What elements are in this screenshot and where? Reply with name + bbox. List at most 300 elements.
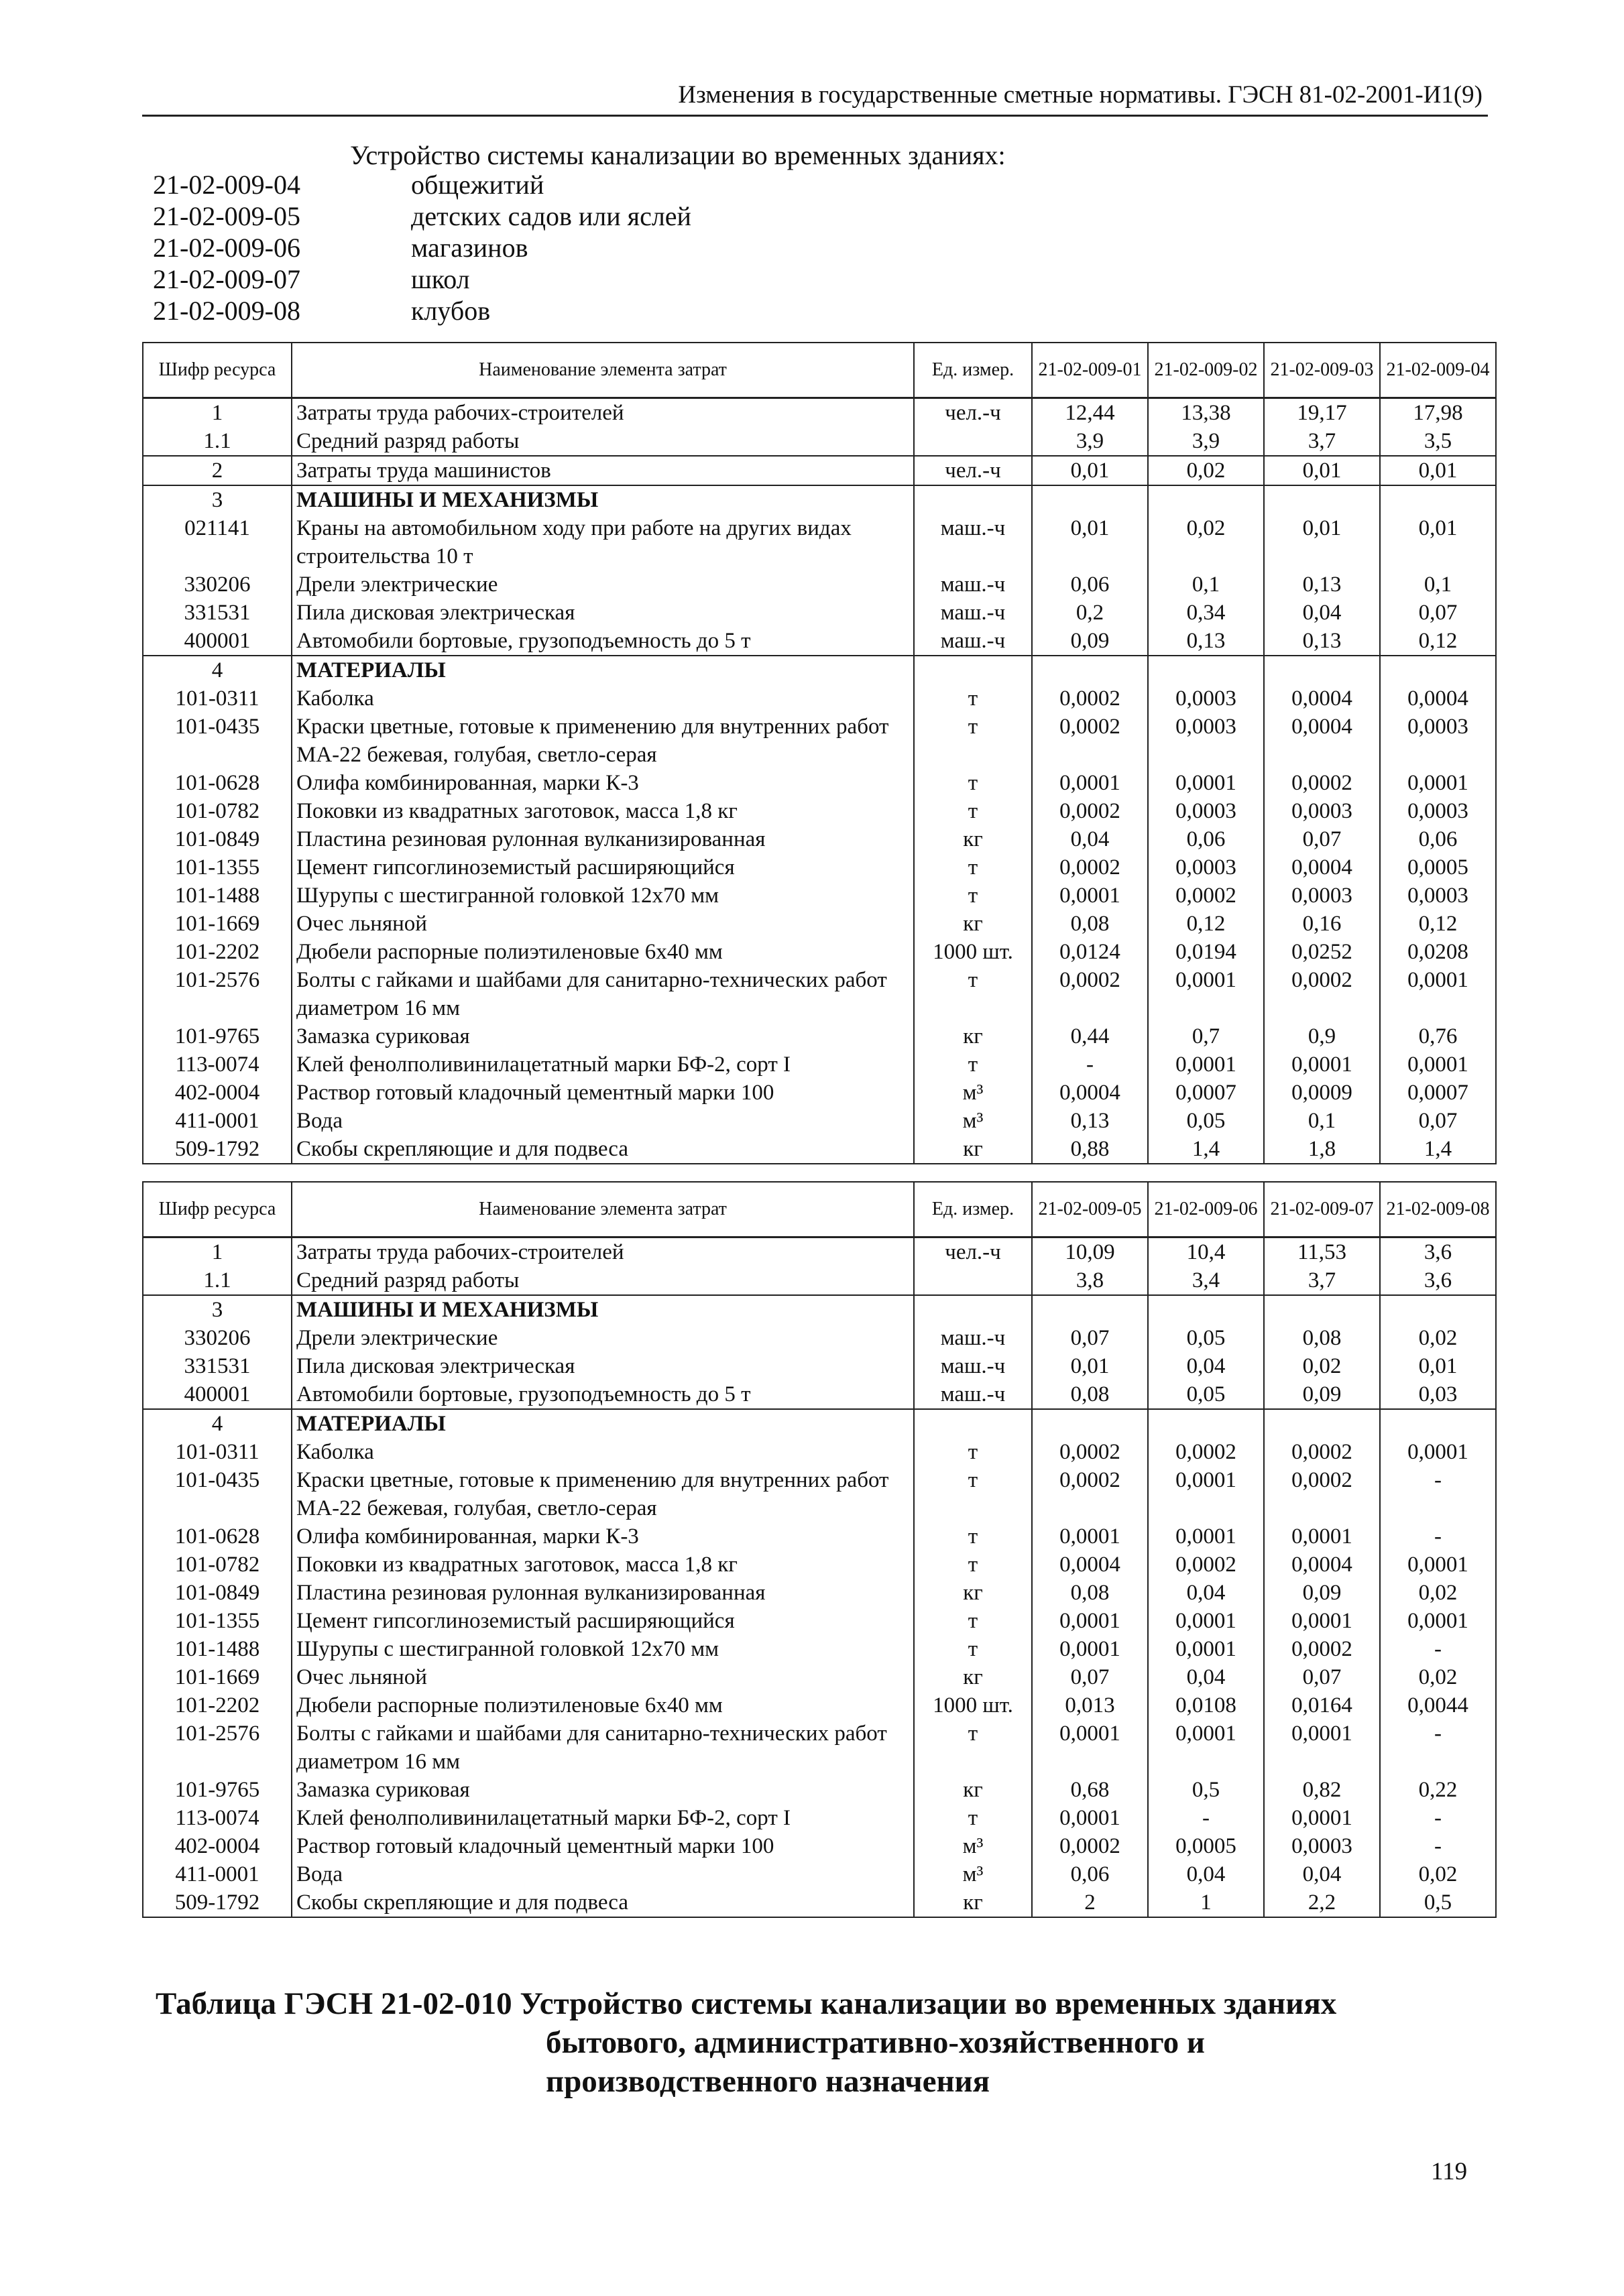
table-row: [143, 1107, 1496, 1135]
unit-cell: чел.-ч: [914, 1237, 1032, 1267]
norm-value-cell: [1032, 1409, 1148, 1438]
norm-value-cell: 1,4: [1148, 1135, 1264, 1164]
norm-value-cell: 0,0001: [1148, 769, 1264, 797]
table-row: [143, 938, 1496, 966]
resource-code-cell: 4: [143, 1409, 292, 1438]
unit-cell: т: [914, 1050, 1032, 1079]
norm-value-cell: 0,0002: [1032, 684, 1148, 713]
item-name-cell: Пластина резиновая рулонная вулканизированная: [292, 825, 914, 853]
item-name-cell: Автомобили бортовые, грузоподъемность до 5 т: [292, 1380, 914, 1409]
table-row: [143, 1050, 1496, 1079]
unit-cell: маш.-ч: [914, 599, 1032, 627]
unit-cell: маш.-ч: [914, 1380, 1032, 1409]
unit-cell: кг: [914, 1022, 1032, 1050]
norm-value-cell: 0,0001: [1148, 1050, 1264, 1079]
intro-code: 21-02-009-06: [153, 233, 300, 263]
table-row: [143, 1691, 1496, 1719]
col-header-code: Шифр ресурса: [143, 1182, 292, 1237]
item-name-cell: Краски цветные, готовые к применению для внутренних работ МА-22 бежевая, голубая, светло-серая: [292, 713, 914, 769]
table-row: [143, 599, 1496, 627]
item-name-cell: Замазка суриковая: [292, 1022, 914, 1050]
resource-code-cell: 021141: [143, 514, 292, 570]
item-name-cell: Вода: [292, 1860, 914, 1888]
norm-value-cell: 11,53: [1264, 1237, 1380, 1267]
resource-code-cell: 101-0311: [143, 1438, 292, 1466]
running-header: Изменения в государственные сметные нормативы. ГЭСН 81-02-2001-И1(9): [142, 79, 1488, 117]
unit-cell: т: [914, 1719, 1032, 1776]
item-name-cell: Пластина резиновая рулонная вулканизированная: [292, 1579, 914, 1607]
norm-value-cell: 0,0001: [1032, 1719, 1148, 1776]
unit-cell: т: [914, 1635, 1032, 1663]
unit-cell: маш.-ч: [914, 1324, 1032, 1352]
norm-value-cell: 0,13: [1148, 627, 1264, 656]
resource-code-cell: 1.1: [143, 427, 292, 456]
table-row: [143, 1522, 1496, 1551]
unit-cell: маш.-ч: [914, 1352, 1032, 1380]
norm-value-cell: 0,04: [1032, 825, 1148, 853]
resource-code-cell: 113-0074: [143, 1050, 292, 1079]
norm-value-cell: 0,0194: [1148, 938, 1264, 966]
norm-value-cell: 0,08: [1032, 910, 1148, 938]
table-row: [143, 1295, 1496, 1324]
resource-code-cell: 331531: [143, 599, 292, 627]
unit-cell: т: [914, 853, 1032, 882]
norm-value-cell: -: [1380, 1719, 1496, 1776]
norm-value-cell: 0,01: [1032, 514, 1148, 570]
item-name-cell: Вода: [292, 1107, 914, 1135]
norm-value-cell: [1148, 485, 1264, 514]
item-name-cell: Средний разряд работы: [292, 1266, 914, 1295]
norm-value-cell: 0,02: [1380, 1324, 1496, 1352]
norm-value-cell: 0,2: [1032, 599, 1148, 627]
norm-value-cell: 0,0004: [1264, 853, 1380, 882]
norm-value-cell: 17,98: [1380, 398, 1496, 428]
norm-value-cell: 0,0001: [1264, 1522, 1380, 1551]
norm-value-cell: 0,01: [1032, 1352, 1148, 1380]
norm-value-cell: 0,05: [1148, 1107, 1264, 1135]
norm-value-cell: 0,07: [1032, 1324, 1148, 1352]
resource-code-cell: 101-0849: [143, 825, 292, 853]
norm-value-cell: 0,12: [1380, 627, 1496, 656]
item-name-cell: Замазка суриковая: [292, 1776, 914, 1804]
table-row: [143, 910, 1496, 938]
unit-cell: кг: [914, 1888, 1032, 1917]
norm-value-cell: 0,1: [1264, 1107, 1380, 1135]
intro-list: [153, 169, 691, 326]
norm-value-cell: 0,9: [1264, 1022, 1380, 1050]
norm-value-cell: 10,4: [1148, 1237, 1264, 1267]
table-caption: [156, 1984, 1483, 2101]
table-row: [143, 1324, 1496, 1352]
norm-value-cell: 3,6: [1380, 1266, 1496, 1295]
norm-value-cell: 0,08: [1032, 1579, 1148, 1607]
resource-code-cell: 101-1355: [143, 1607, 292, 1635]
table-row: [143, 570, 1496, 599]
norm-value-cell: 0,05: [1148, 1324, 1264, 1352]
intro-item: [153, 169, 691, 200]
norm-value-cell: -: [1032, 1050, 1148, 1079]
unit-cell: т: [914, 966, 1032, 1022]
norm-value-cell: 0,0005: [1148, 1832, 1264, 1860]
resource-code-cell: 101-1669: [143, 910, 292, 938]
norm-value-cell: 0,09: [1264, 1579, 1380, 1607]
table-row: [143, 514, 1496, 570]
norm-value-cell: 0,5: [1148, 1776, 1264, 1804]
item-name-cell: Затраты труда рабочих-строителей: [292, 398, 914, 428]
norm-value-cell: -: [1148, 1804, 1264, 1832]
item-name-cell: Средний разряд работы: [292, 427, 914, 456]
resource-code-cell: 4: [143, 656, 292, 684]
item-name-cell: Цемент гипсоглиноземистый расширяющийся: [292, 1607, 914, 1635]
norm-value-cell: 0,01: [1032, 456, 1148, 485]
norm-value-cell: 0,0002: [1032, 966, 1148, 1022]
norm-value-cell: 0,0003: [1380, 882, 1496, 910]
unit-cell: маш.-ч: [914, 570, 1032, 599]
norm-value-cell: 0,16: [1264, 910, 1380, 938]
norm-value-cell: 0,09: [1032, 627, 1148, 656]
table-row: [143, 1022, 1496, 1050]
item-name-cell: Болты с гайками и шайбами для санитарно-технических работ диаметром 16 мм: [292, 1719, 914, 1776]
norm-value-cell: 0,0001: [1264, 1719, 1380, 1776]
norm-value-cell: 0,0001: [1148, 1522, 1264, 1551]
page-number: 119: [1431, 2158, 1468, 2185]
table-row: [143, 1409, 1496, 1438]
item-name-cell: Шурупы с шестигранной головкой 12х70 мм: [292, 882, 914, 910]
norm-value-cell: [1032, 1295, 1148, 1324]
item-name-cell: Поковки из квадратных заготовок, масса 1,8 кг: [292, 797, 914, 825]
norm-value-cell: 0,0001: [1380, 1607, 1496, 1635]
norm-value-cell: [1032, 485, 1148, 514]
unit-cell: маш.-ч: [914, 627, 1032, 656]
resource-code-cell: 3: [143, 1295, 292, 1324]
norm-value-cell: 0,13: [1264, 627, 1380, 656]
norm-value-cell: 0,0002: [1264, 1635, 1380, 1663]
intro-item: [153, 263, 691, 295]
norm-value-cell: 0,02: [1380, 1860, 1496, 1888]
norm-value-cell: 0,0002: [1032, 1466, 1148, 1522]
item-name-cell: Скобы скрепляющие и для подвеса: [292, 1135, 914, 1164]
intro-code: 21-02-009-05: [153, 201, 300, 231]
col-header-name: Наименование элемента затрат: [292, 1182, 914, 1237]
norm-value-cell: 0,0002: [1032, 1832, 1148, 1860]
intro-item: [153, 232, 691, 263]
norm-value-cell: 0,0124: [1032, 938, 1148, 966]
table-row: [143, 853, 1496, 882]
norm-value-cell: 0,0001: [1148, 1635, 1264, 1663]
norm-value-cell: 0,01: [1264, 514, 1380, 570]
unit-cell: т: [914, 1804, 1032, 1832]
table-row: [143, 456, 1496, 485]
norm-value-cell: 0,0002: [1264, 769, 1380, 797]
resource-code-cell: 330206: [143, 570, 292, 599]
norm-value-cell: 0,0002: [1148, 882, 1264, 910]
item-name-cell: Автомобили бортовые, грузоподъемность до 5 т: [292, 627, 914, 656]
intro-code: 21-02-009-07: [153, 264, 300, 294]
resource-code-cell: 1: [143, 398, 292, 428]
intro-text: школ: [411, 264, 470, 294]
table-row: [143, 656, 1496, 684]
table-row: [143, 1776, 1496, 1804]
item-name-cell: Краны на автомобильном ходу при работе на других видах строительства 10 т: [292, 514, 914, 570]
norm-value-cell: 0,07: [1380, 1107, 1496, 1135]
table-row: [143, 825, 1496, 853]
resource-code-cell: 402-0004: [143, 1079, 292, 1107]
table-row: [143, 1266, 1496, 1295]
norm-value-cell: 0,0004: [1032, 1551, 1148, 1579]
intro-code: 21-02-009-04: [153, 170, 300, 200]
norm-value-cell: [1380, 656, 1496, 684]
norm-value-cell: 2: [1032, 1888, 1148, 1917]
norm-value-cell: 0,07: [1264, 1663, 1380, 1691]
item-name-cell: Дюбели распорные полиэтиленовые 6х40 мм: [292, 1691, 914, 1719]
norm-value-cell: 0,0003: [1264, 797, 1380, 825]
resource-code-cell: 509-1792: [143, 1135, 292, 1164]
resource-code-cell: 411-0001: [143, 1107, 292, 1135]
norm-value-cell: [1264, 485, 1380, 514]
table-row: [143, 1438, 1496, 1466]
item-name-cell: МАТЕРИАЛЫ: [292, 656, 914, 684]
norm-value-cell: 0,0044: [1380, 1691, 1496, 1719]
norm-value-cell: [1032, 656, 1148, 684]
item-name-cell: Раствор готовый кладочный цементный марки 100: [292, 1079, 914, 1107]
norm-value-cell: 0,07: [1380, 599, 1496, 627]
norm-value-cell: 1,8: [1264, 1135, 1380, 1164]
resource-code-cell: 330206: [143, 1324, 292, 1352]
norm-value-cell: 0,04: [1148, 1663, 1264, 1691]
norm-value-cell: 0,0001: [1032, 1804, 1148, 1832]
item-name-cell: Олифа комбинированная, марки К-3: [292, 1522, 914, 1551]
table-row: [143, 1466, 1496, 1522]
norm-value-cell: 0,0003: [1148, 797, 1264, 825]
norm-value-cell: 0,0005: [1380, 853, 1496, 882]
col-header-norm: 21-02-009-04: [1380, 343, 1496, 398]
item-name-cell: Болты с гайками и шайбами для санитарно-технических работ диаметром 16 мм: [292, 966, 914, 1022]
norm-value-cell: 1,4: [1380, 1135, 1496, 1164]
intro-text: магазинов: [411, 233, 528, 263]
norm-value-cell: 0,0001: [1148, 1607, 1264, 1635]
norm-value-cell: -: [1380, 1832, 1496, 1860]
norm-value-cell: 0,0001: [1380, 769, 1496, 797]
unit-cell: кг: [914, 1776, 1032, 1804]
item-name-cell: Цемент гипсоглиноземистый расширяющийся: [292, 853, 914, 882]
resource-code-cell: 101-0628: [143, 769, 292, 797]
norm-value-cell: 0,76: [1380, 1022, 1496, 1050]
norm-value-cell: 0,0007: [1148, 1079, 1264, 1107]
norm-value-cell: [1264, 1295, 1380, 1324]
resource-code-cell: 101-0782: [143, 1551, 292, 1579]
norm-value-cell: 0,0002: [1032, 853, 1148, 882]
norm-value-cell: 0,03: [1380, 1380, 1496, 1409]
item-name-cell: Клей фенолполивинилацетатный марки БФ-2, сорт I: [292, 1050, 914, 1079]
norm-value-cell: 0,0001: [1380, 966, 1496, 1022]
resource-code-cell: 509-1792: [143, 1888, 292, 1917]
norm-value-cell: 0,44: [1032, 1022, 1148, 1050]
norm-value-cell: 0,06: [1032, 570, 1148, 599]
norm-value-cell: 0,0001: [1380, 1438, 1496, 1466]
table-row: [143, 1352, 1496, 1380]
norm-value-cell: 0,02: [1380, 1663, 1496, 1691]
norm-value-cell: 2,2: [1264, 1888, 1380, 1917]
col-header-norm: 21-02-009-01: [1032, 343, 1148, 398]
caption-line: бытового, административно-хозяйственного и: [546, 2025, 1205, 2060]
intro-text: общежитий: [411, 170, 544, 200]
norm-value-cell: 0,1: [1380, 570, 1496, 599]
norm-value-cell: 0,0002: [1264, 1466, 1380, 1522]
item-name-cell: Каболка: [292, 684, 914, 713]
resource-code-cell: 1.1: [143, 1266, 292, 1295]
col-header-norm: 21-02-009-03: [1264, 343, 1380, 398]
norm-value-cell: 3,7: [1264, 1266, 1380, 1295]
norm-value-cell: [1148, 1409, 1264, 1438]
resource-code-cell: 411-0001: [143, 1860, 292, 1888]
norm-value-cell: 0,12: [1148, 910, 1264, 938]
norm-value-cell: 3,9: [1032, 427, 1148, 456]
norm-value-cell: 0,0001: [1148, 1719, 1264, 1776]
norm-value-cell: 0,06: [1380, 825, 1496, 853]
item-name-cell: МАТЕРИАЛЫ: [292, 1409, 914, 1438]
norm-value-cell: 0,01: [1380, 1352, 1496, 1380]
norm-value-cell: 0,88: [1032, 1135, 1148, 1164]
resource-code-cell: 2: [143, 456, 292, 485]
col-header-unit: Ед. измер.: [914, 343, 1032, 398]
item-name-cell: Каболка: [292, 1438, 914, 1466]
item-name-cell: Олифа комбинированная, марки К-3: [292, 769, 914, 797]
unit-cell: т: [914, 1522, 1032, 1551]
resource-code-cell: 101-1669: [143, 1663, 292, 1691]
item-name-cell: МАШИНЫ И МЕХАНИЗМЫ: [292, 485, 914, 514]
resource-code-cell: 101-1488: [143, 882, 292, 910]
norm-value-cell: 0,02: [1264, 1352, 1380, 1380]
norm-value-cell: 0,0003: [1380, 797, 1496, 825]
intro-text: детских садов или яслей: [411, 201, 691, 231]
norm-value-cell: 0,0001: [1032, 1522, 1148, 1551]
table-row: [143, 1860, 1496, 1888]
norm-value-cell: 0,82: [1264, 1776, 1380, 1804]
norm-value-cell: 3,8: [1032, 1266, 1148, 1295]
resource-code-cell: 101-0435: [143, 713, 292, 769]
unit-cell: 1000 шт.: [914, 1691, 1032, 1719]
norm-value-cell: 0,0001: [1380, 1551, 1496, 1579]
unit-cell: кг: [914, 1579, 1032, 1607]
resource-code-cell: 400001: [143, 1380, 292, 1409]
norm-value-cell: 0,07: [1032, 1663, 1148, 1691]
norm-value-cell: 0,0002: [1032, 797, 1148, 825]
unit-cell: т: [914, 1607, 1032, 1635]
item-name-cell: Дрели электрические: [292, 570, 914, 599]
table-row: [143, 713, 1496, 769]
resource-code-cell: 400001: [143, 627, 292, 656]
col-header-norm: 21-02-009-06: [1148, 1182, 1264, 1237]
resource-code-cell: 101-0435: [143, 1466, 292, 1522]
norm-value-cell: 0,01: [1380, 456, 1496, 485]
norm-value-cell: 3,6: [1380, 1237, 1496, 1267]
norm-value-cell: 0,0252: [1264, 938, 1380, 966]
table-row: [143, 1832, 1496, 1860]
unit-cell: т: [914, 882, 1032, 910]
norm-value-cell: 0,02: [1148, 456, 1264, 485]
norm-value-cell: [1380, 485, 1496, 514]
norm-value-cell: -: [1380, 1635, 1496, 1663]
intro-item: [153, 295, 691, 326]
norm-value-cell: 1: [1148, 1888, 1264, 1917]
resource-code-cell: 113-0074: [143, 1804, 292, 1832]
col-header-code: Шифр ресурса: [143, 343, 292, 398]
norm-value-cell: 13,38: [1148, 398, 1264, 428]
norm-value-cell: 0,0108: [1148, 1691, 1264, 1719]
caption-line: Таблица ГЭСН 21-02-010 Устройство системы канализации во временных зданиях: [156, 1986, 1337, 2021]
norm-value-cell: 3,7: [1264, 427, 1380, 456]
norm-value-cell: -: [1380, 1466, 1496, 1522]
norm-value-cell: 0,0004: [1264, 713, 1380, 769]
norm-value-cell: 0,0001: [1032, 1607, 1148, 1635]
table-row: [143, 1237, 1496, 1267]
table-row: [143, 1579, 1496, 1607]
norm-value-cell: 0,7: [1148, 1022, 1264, 1050]
unit-cell: т: [914, 1466, 1032, 1522]
unit-cell: [914, 1409, 1032, 1438]
resource-code-cell: 101-1355: [143, 853, 292, 882]
item-name-cell: Дрели электрические: [292, 1324, 914, 1352]
table-row: [143, 1135, 1496, 1164]
col-header-norm: 21-02-009-02: [1148, 343, 1264, 398]
resource-table-2: [142, 1181, 1497, 1918]
unit-cell: маш.-ч: [914, 514, 1032, 570]
norm-value-cell: 0,12: [1380, 910, 1496, 938]
table-row: [143, 684, 1496, 713]
norm-value-cell: 0,0001: [1264, 1607, 1380, 1635]
col-header-norm: 21-02-009-08: [1380, 1182, 1496, 1237]
norm-value-cell: 0,5: [1380, 1888, 1496, 1917]
norm-value-cell: 0,01: [1380, 514, 1496, 570]
norm-value-cell: [1148, 656, 1264, 684]
item-name-cell: Пила дисковая электрическая: [292, 599, 914, 627]
norm-value-cell: 0,06: [1032, 1860, 1148, 1888]
table-row: [143, 627, 1496, 656]
unit-cell: м³: [914, 1832, 1032, 1860]
resource-table-1: [142, 342, 1497, 1164]
unit-cell: [914, 1266, 1032, 1295]
intro-text: клубов: [411, 296, 491, 326]
norm-value-cell: 0,0003: [1148, 713, 1264, 769]
item-name-cell: Краски цветные, готовые к применению для внутренних работ МА-22 бежевая, голубая, светло-серая: [292, 1466, 914, 1522]
norm-value-cell: 0,0004: [1380, 684, 1496, 713]
unit-cell: [914, 656, 1032, 684]
unit-cell: м³: [914, 1860, 1032, 1888]
norm-value-cell: 0,13: [1264, 570, 1380, 599]
item-name-cell: Поковки из квадратных заготовок, масса 1,8 кг: [292, 1551, 914, 1579]
norm-value-cell: 0,04: [1148, 1579, 1264, 1607]
table-row: [143, 427, 1496, 456]
item-name-cell: Раствор готовый кладочный цементный марки 100: [292, 1832, 914, 1860]
resource-code-cell: 101-0849: [143, 1579, 292, 1607]
unit-cell: кг: [914, 1135, 1032, 1164]
norm-value-cell: 0,0001: [1032, 769, 1148, 797]
unit-cell: м³: [914, 1079, 1032, 1107]
table-row: [143, 1719, 1496, 1776]
norm-value-cell: 0,0004: [1264, 1551, 1380, 1579]
col-header-name: Наименование элемента затрат: [292, 343, 914, 398]
caption-line: производственного назначения: [546, 2064, 990, 2099]
unit-cell: [914, 427, 1032, 456]
intro-title: Устройство системы канализации во временных зданиях:: [350, 140, 1006, 170]
norm-value-cell: [1264, 1409, 1380, 1438]
norm-value-cell: 0,0164: [1264, 1691, 1380, 1719]
resource-code-cell: 101-2202: [143, 938, 292, 966]
norm-value-cell: 0,0003: [1148, 853, 1264, 882]
resource-code-cell: 331531: [143, 1352, 292, 1380]
table-row: [143, 398, 1496, 428]
table-row: [143, 769, 1496, 797]
